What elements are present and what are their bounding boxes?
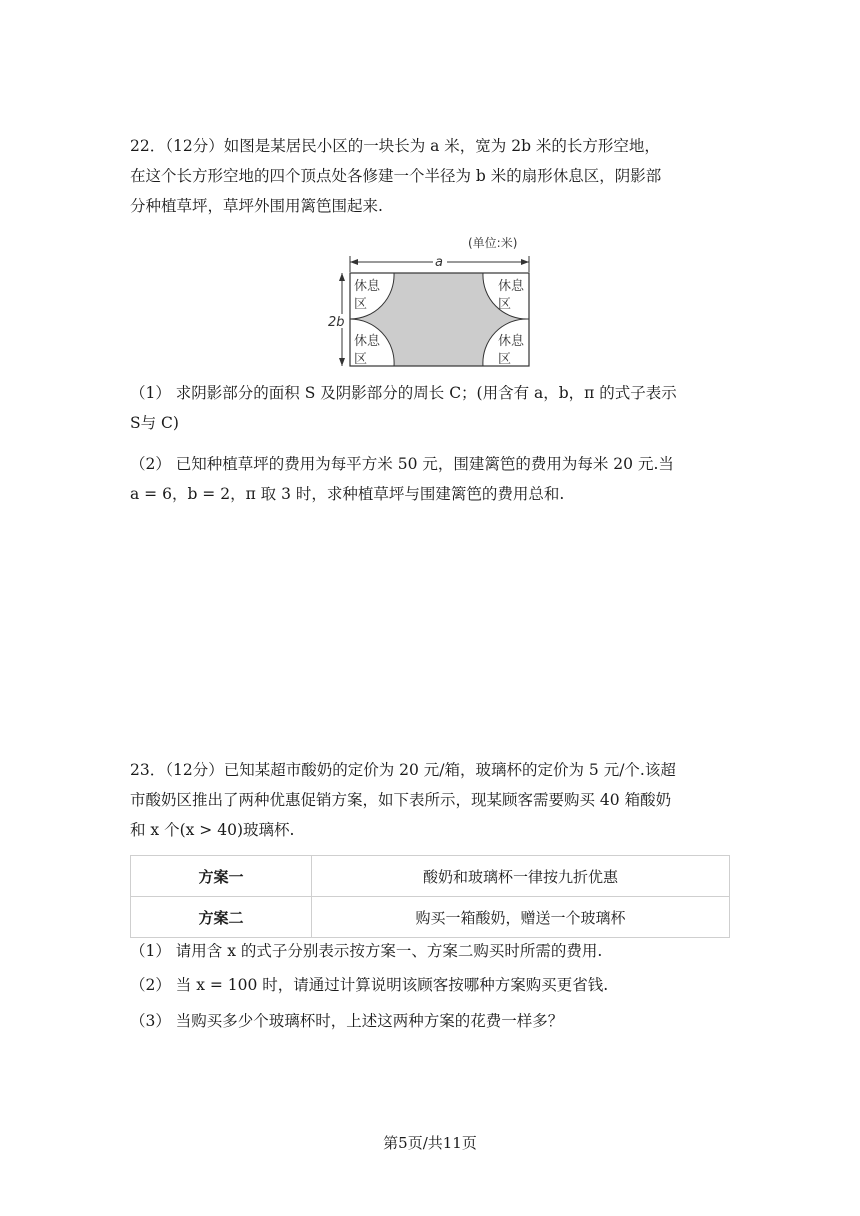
svg-text:休息: 休息 bbox=[354, 279, 381, 294]
plan-description: 购买一箱酸奶，赠送一个玻璃杯 bbox=[312, 897, 730, 938]
table-row bbox=[131, 856, 730, 897]
svg-text:休息: 休息 bbox=[498, 334, 525, 349]
rest-area-bottom-left bbox=[354, 333, 381, 367]
svg-text:休息: 休息 bbox=[354, 334, 381, 349]
page-number-footer: 第5页/共11页 bbox=[383, 1134, 477, 1152]
q23-subquestion-3: （3） 当购买多少个玻璃杯时，上述这两种方案的花费一样多？ bbox=[130, 1012, 564, 1030]
q23-stem-line-1: 23．（12分）已知某超市酸奶的定价为 20 元/箱，玻璃杯的定价为 5 元/个.该超 bbox=[130, 761, 676, 779]
plan-name: 方案二 bbox=[131, 897, 312, 938]
figure-unit-label: (单位:米) bbox=[468, 236, 518, 250]
table-row bbox=[131, 897, 730, 938]
rest-area-top-right bbox=[498, 278, 525, 312]
q22-subquestion-1-line-1: （1） 求阴影部分的面积 S 及阴影部分的周长 C；(用含有 a，b，π 的式子表示 bbox=[130, 384, 677, 402]
q23-subquestion-2: （2） 当 x = 100 时，请通过计算说明该顾客按哪种方案购买更省钱. bbox=[130, 976, 609, 994]
figure-width-label: a bbox=[435, 255, 443, 270]
q23-stem-line-3: 和 x 个(x > 40)玻璃杯. bbox=[130, 821, 295, 839]
rest-area-top-left bbox=[354, 278, 381, 312]
figure-height-label: 2b bbox=[328, 315, 345, 330]
svg-text:区: 区 bbox=[498, 352, 512, 367]
q22-subquestion-2-line-2: a = 6，b = 2，π 取 3 时，求种植草坪与围建篱笆的费用总和. bbox=[130, 485, 565, 503]
q22-stem-line-3: 分种植草坪，草坪外围用篱笆围起来. bbox=[130, 197, 383, 215]
q22-subquestion-2-line-1: （2） 已知种植草坪的费用为每平方米 50 元，围建篱笆的费用为每米 20 元.当 bbox=[130, 455, 674, 473]
q22-stem-line-2: 在这个长方形空地的四个顶点处各修建一个半径为 b 米的扇形休息区，阴影部 bbox=[130, 167, 662, 185]
q22-figure-rectangle-diagram bbox=[318, 232, 540, 372]
rest-area-bottom-right bbox=[498, 333, 525, 367]
q23-stem-line-2: 市酸奶区推出了两种优惠促销方案，如下表所示，现某顾客需要购买 40 箱酸奶 bbox=[130, 791, 672, 809]
q23-subquestion-1: （1） 请用含 x 的式子分别表示按方案一、方案二购买时所需的费用. bbox=[130, 942, 603, 960]
plan-description: 酸奶和玻璃杯一律按九折优惠 bbox=[312, 856, 730, 897]
svg-text:休息: 休息 bbox=[498, 279, 525, 294]
svg-text:区: 区 bbox=[354, 352, 368, 367]
q22-stem-line-1: 22．（12分）如图是某居民小区的一块长为 a 米，宽为 2b 米的长方形空地， bbox=[130, 137, 660, 155]
plan-name: 方案一 bbox=[131, 856, 312, 897]
svg-text:区: 区 bbox=[354, 297, 368, 312]
svg-text:区: 区 bbox=[498, 297, 512, 312]
q22-subquestion-1-line-2: S与 C) bbox=[130, 414, 179, 432]
promotion-plans-table bbox=[130, 855, 730, 938]
